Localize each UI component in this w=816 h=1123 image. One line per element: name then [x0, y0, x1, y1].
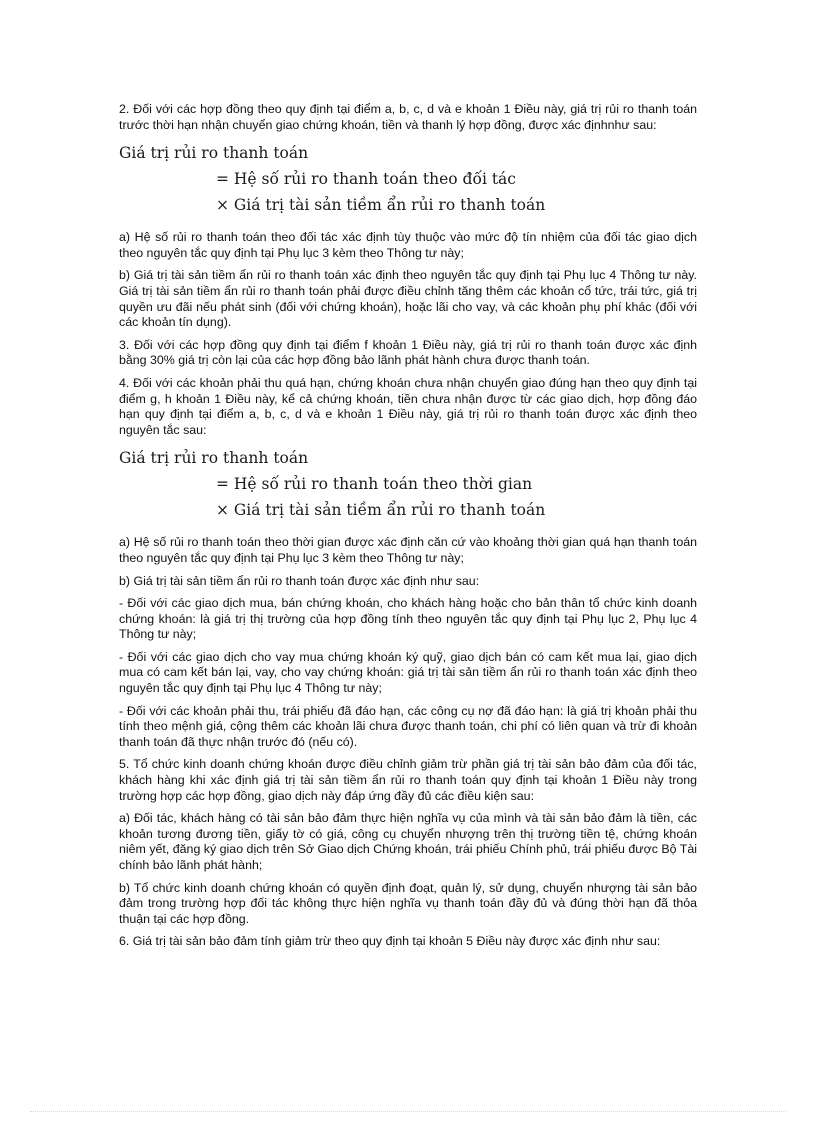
paragraph-2a: a) Hệ số rủi ro thanh toán theo đối tác xác định tùy thuộc vào mức độ tín nhiệm của đối tác giao dịch theo nguyên tắc quy định tại Phụ lục 3 kèm theo Thông tư này;: [119, 230, 697, 260]
formula-title: Giá trị rủi ro thanh toán: [119, 144, 309, 163]
paragraph-4b-item-1: - Đối với các giao dịch mua, bán chứng khoán, cho khách hàng hoặc cho bản thân tổ chức kinh doanh chứng khoán: là giá trị thị trường của hợp đồng tính theo nguyên tắc quy định tại Phụ lục 2, Phụ lục 4 Thông tư này;: [119, 596, 697, 642]
paragraph-4b-item-2: - Đối với các giao dịch cho vay mua chứng khoán ký quỹ, giao dịch bán có cam kết mua lại, giao dịch mua có cam kết bán lại, vay, cho vay chứng khoán: giá trị tài sản tiềm ẩn rủi ro thanh toán xác định theo nguyên tắc quy định tại Phụ lục 4 Thông tư này;: [119, 649, 697, 696]
formula-line-2: × Giá trị tài sản tiềm ẩn rủi ro thanh toán: [216, 501, 546, 520]
formula-time: [119, 445, 697, 523]
paragraph-4: 4. Đối với các khoản phải thu quá hạn, chứng khoán chưa nhận chuyển giao đúng hạn theo quy định tại điểm g, h khoản 1 Điều này, kể cả chứng khoán, tiền chưa nhận được từ các giao dịch, hợp đồng đáo hạn quy định tại điểm a, b, c, d và e khoản 1 Điều này, giá trị rủi ro thanh toán được xác định theo nguyên tắc sau:: [119, 375, 697, 437]
paragraph-6: 6. Giá trị tài sản bảo đảm tính giảm trừ theo quy định tại khoản 5 Điều này được xác định như sau:: [119, 934, 661, 949]
paragraph-2b: b) Giá trị tài sản tiềm ẩn rủi ro thanh toán xác định theo nguyên tắc quy định tại Phụ lục 4 Thông tư này. Giá trị tài sản tiềm ẩn rủi ro thanh toán phải được điều chỉnh tăng thêm các khoản cổ tức, trái tức, giá trị quyền ưu đãi nếu phát sinh (đối với chứng khoán), hoặc lãi cho vay, và các khoản phụ phí khác (đối với các khoản tín dụng).: [119, 268, 697, 330]
formula-counterparty: [119, 140, 697, 218]
page-bottom-divider: [30, 1111, 786, 1112]
formula-line-1: = Hệ số rủi ro thanh toán theo đối tác: [216, 170, 516, 189]
paragraph-5: 5. Tổ chức kinh doanh chứng khoán được điều chỉnh giảm trừ phần giá trị tài sản bảo đảm của đối tác, khách hàng khi xác định giá trị tài sản tiềm ẩn rủi ro thanh toán quy định tại khoản 1 Điều này trong trường hợp các hợp đồng, giao dịch này đáp ứng đầy đủ các điều kiện sau:: [119, 757, 697, 803]
paragraph-4b-item-3: - Đối với các khoản phải thu, trái phiếu đã đáo hạn, các công cụ nợ đã đáo hạn: là giá trị khoản phải thu tính theo mệnh giá, cộng thêm các khoản lãi chưa được thanh toán, chi phí có liên quan và trừ đi khoản thanh toán đã thực nhận trước đó (nếu có).: [119, 703, 697, 749]
paragraph-2: 2. Đối với các hợp đồng theo quy định tại điểm a, b, c, d và e khoản 1 Điều này, giá trị rủi ro thanh toán trước thời hạn nhận chuyển giao chứng khoán, tiền và thanh lý hợp đồng, được xác địnhnhư sau:: [119, 102, 697, 132]
formula-line-2: × Giá trị tài sản tiềm ẩn rủi ro thanh toán: [216, 196, 546, 215]
formula-line-1: = Hệ số rủi ro thanh toán theo thời gian: [216, 475, 533, 494]
paragraph-3: 3. Đối với các hợp đồng quy định tại điểm f khoản 1 Điều này, giá trị rủi ro thanh toán được xác định bằng 30% giá trị còn lại của các hợp đồng bảo lãnh phát hành chưa được thanh toán.: [119, 337, 697, 368]
paragraph-4b: b) Giá trị tài sản tiềm ẩn rủi ro thanh toán được xác định như sau:: [119, 573, 480, 588]
paragraph-4a: a) Hệ số rủi ro thanh toán theo thời gian được xác định căn cứ vào khoảng thời gian quá hạn thanh toán theo nguyên tắc quy định tại Phụ lục 3 kèm theo Thông tư này;: [119, 535, 697, 565]
paragraph-5a: a) Đối tác, khách hàng có tài sản bảo đảm thực hiện nghĩa vụ của mình và tài sản bảo đảm là tiền, các khoản tương đương tiền, giấy tờ có giá, công cụ chuyển nhượng trên thị trường tiền tệ, chứng khoán niêm yết, đăng ký giao dịch trên Sở Giao dịch Chứng khoán, trái phiếu Chính phủ, trái phiếu được Bộ Tài chính bảo lãnh phát hành;: [119, 811, 697, 872]
formula-title: Giá trị rủi ro thanh toán: [119, 449, 309, 468]
paragraph-5b: b) Tổ chức kinh doanh chứng khoán có quyền định đoạt, quản lý, sử dụng, chuyển nhượng tài sản bảo đảm trong trường hợp đối tác không thực hiện nghĩa vụ thanh toán đầy đủ và đúng thời hạn đã thỏa thuận tại các hợp đồng.: [119, 880, 697, 926]
document-page: [119, 102, 697, 957]
